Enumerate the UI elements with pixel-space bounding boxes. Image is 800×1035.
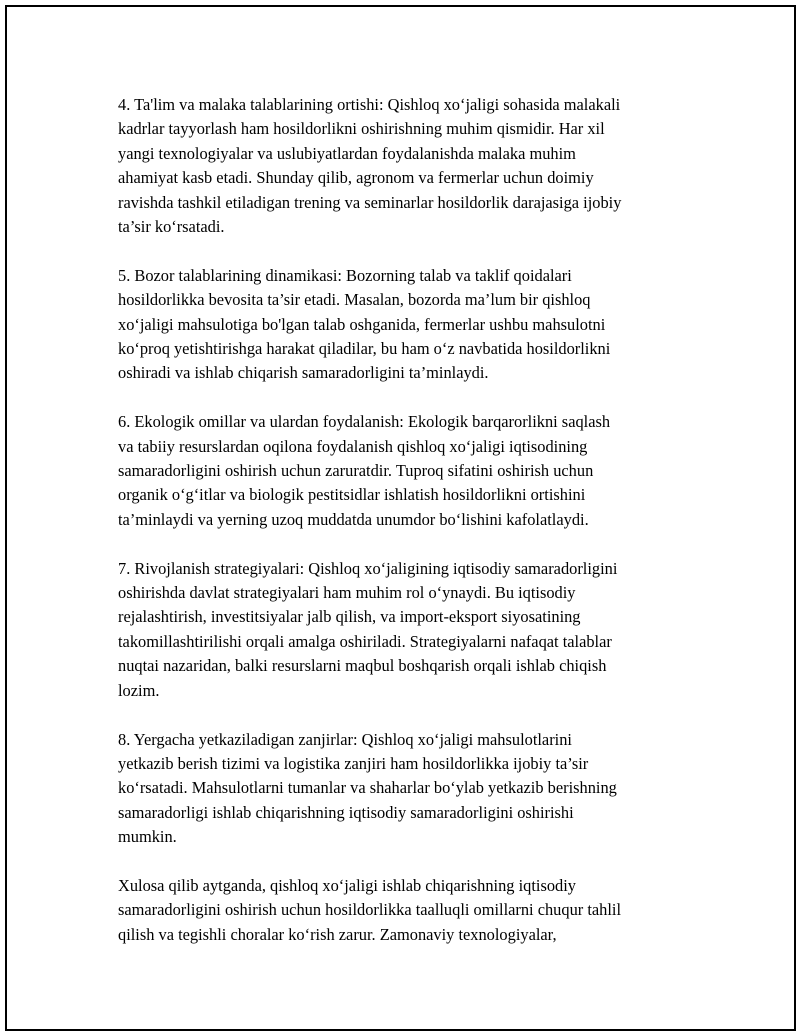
- paragraph-ecological-factors: [118, 410, 688, 532]
- text-line: ta’sir ko‘rsatadi.: [118, 217, 225, 237]
- text-line: va tabiiy resurslardan oqilona foydalanish qishloq xo‘jaligi iqtisodining: [118, 436, 588, 456]
- text-line: organik o‘g‘itlar va biologik pestitsidlar ishlatish hosildorlikni ortishini: [118, 485, 586, 505]
- paragraph-supply-chains: [118, 728, 688, 850]
- paragraph-development-strategies: [118, 557, 688, 703]
- text-line: 4. Ta'lim va malaka talablarining ortishi: Qishloq xo‘jaligi sohasida malakali: [118, 95, 621, 114]
- text-line: yangi texnologiyalar va uslubiyatlardan foydalanishda malaka muhim: [118, 143, 576, 163]
- text-line: lozim.: [118, 680, 160, 700]
- text-line: kadrlar tayyorlash ham hosildorlikni oshirishning muhim qismidir. Har xil: [118, 119, 605, 139]
- text-line: hosildorlikka bevosita ta’sir etadi. Masalan, bozorda ma’lum bir qishloq: [118, 290, 591, 310]
- text-line: samaradorligini oshirish uchun zaruratdir. Tuproq sifatini oshirish uchun: [118, 461, 594, 481]
- text-line: nuqtai nazaridan, balki resurslarni maqbul boshqarish orqali ishlab chiqish: [118, 656, 607, 676]
- text-line: oshirishda davlat strategiyalari ham muhim rol o‘ynaydi. Bu iqtisodiy: [118, 583, 576, 603]
- text-line: takomillashtirilishi orqali amalga oshiriladi. Strategiyalarni nafaqat talablar: [118, 631, 612, 651]
- text-line: ko‘rsatadi. Mahsulotlarni tumanlar va shaharlar bo‘ylab yetkazib berishning: [118, 778, 617, 798]
- text-line: rejalashtirish, investitsiyalar jalb qilish, va import-eksport siyosatining: [118, 607, 581, 627]
- text-line: 7. Rivojlanish strategiyalari: Qishloq xo‘jaligining iqtisodiy samaradorligini: [118, 558, 618, 578]
- text-line: samaradorligini oshirish uchun hosildorlikka taalluqli omillarni chuqur tahlil: [118, 900, 622, 920]
- text-line: Xulosa qilib aytganda, qishloq xo‘jaligi ishlab chiqarishning iqtisodiy: [118, 875, 576, 895]
- text-line: ko‘proq yetishtirishga harakat qiladilar, bu ham o‘z navbatida hosildorlikni: [118, 339, 611, 359]
- text-line: 6. Ekologik omillar va ulardan foydalanish: Ekologik barqarorlikni saqlash: [118, 412, 611, 432]
- paragraph-education-requirements: [118, 93, 688, 239]
- text-line: ta’minlaydi va yerning uzoq muddatda unumdor bo‘lishini kafolatlaydi.: [118, 509, 589, 529]
- text-line: ravishda tashkil etiladigan trening va seminarlar hosildorlik darajasiga ijobiy: [118, 192, 622, 212]
- text-line: 8. Yergacha yetkaziladigan zanjirlar: Qishloq xo‘jaligi mahsulotlarini: [118, 729, 572, 749]
- text-line: 5. Bozor talablarining dinamikasi: Bozorning talab va taklif qoidalari: [118, 265, 572, 285]
- paragraph-market-dynamics: [118, 264, 688, 386]
- text-line: qilish va tegishli choralar ko‘rish zarur. Zamonaviy texnologiyalar,: [118, 924, 557, 944]
- document-body: [118, 93, 688, 972]
- text-line: samaradorligi ishlab chiqarishning iqtisodiy samaradorligini oshirishi: [118, 802, 574, 822]
- text-line: yetkazib berish tizimi va logistika zanjiri ham hosildorlikka ijobiy ta’sir: [118, 753, 589, 773]
- text-line: oshiradi va ishlab chiqarish samaradorligini ta’minlaydi.: [118, 363, 489, 383]
- text-line: mumkin.: [118, 827, 177, 847]
- paragraph-conclusion: [118, 874, 688, 947]
- text-line: ahamiyat kasb etadi. Shunday qilib, agronom va fermerlar uchun doimiy: [118, 168, 594, 188]
- text-line: xo‘jaligi mahsulotiga bo'lgan talab oshganida, fermerlar ushbu mahsulotni: [118, 314, 606, 334]
